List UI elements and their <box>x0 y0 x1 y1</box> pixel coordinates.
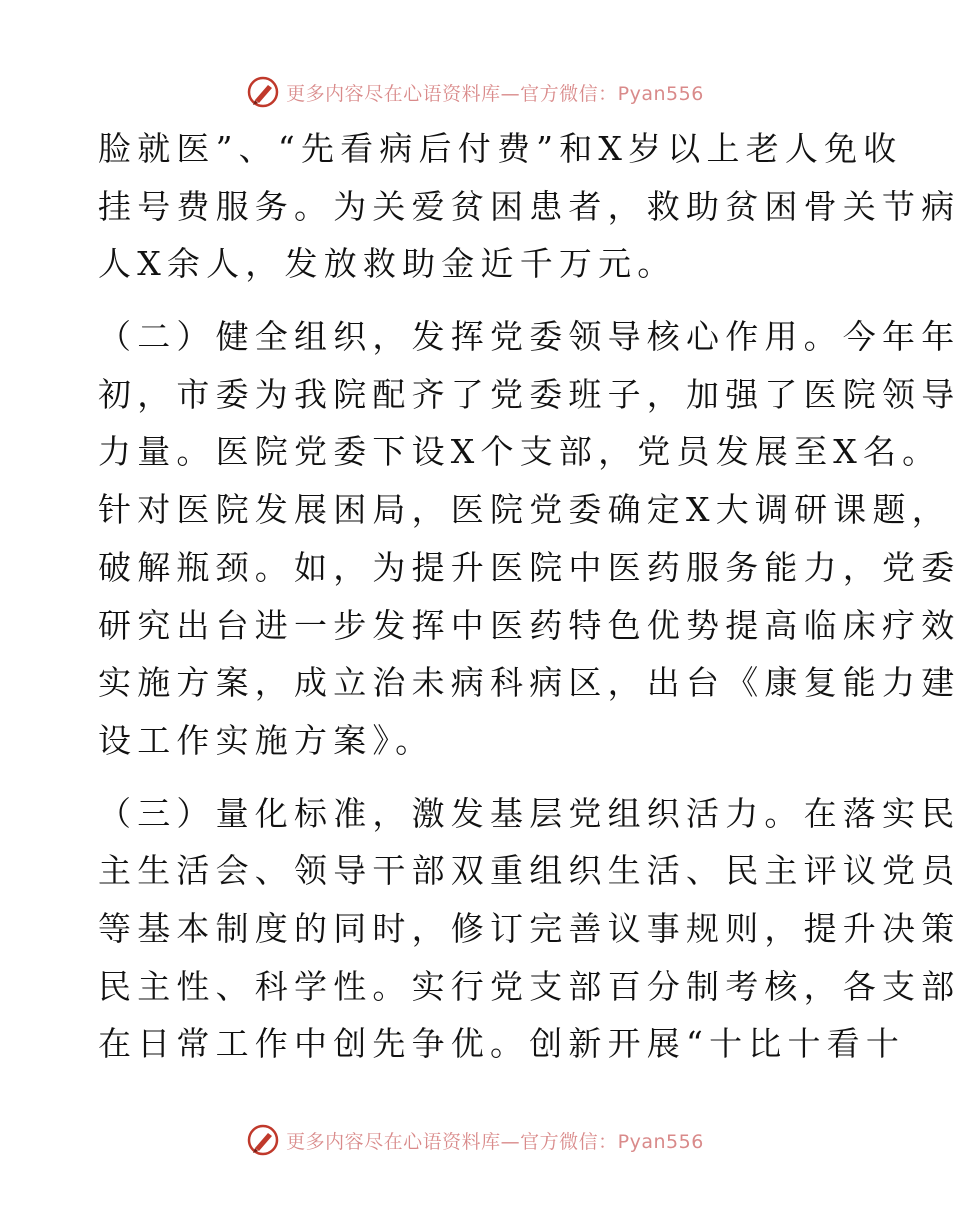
paragraph <box>98 120 960 293</box>
text-line: 破解瓶颈。如，为提升医院中医药服务能力，党委 <box>98 547 960 587</box>
watermark-text: 更多内容尽在心语资料库—官方微信：Pyan556 <box>286 82 704 105</box>
text-line: 针对医院发展困局，医院党委确定X大调研课题， <box>98 490 951 530</box>
watermark-text: 更多内容尽在心语资料库—官方微信：Pyan556 <box>286 1130 704 1153</box>
document-body <box>98 120 960 1073</box>
text-line: 等基本制度的同时，修订完善议事规则，提升决策 <box>98 908 960 948</box>
text-line: 民主性、科学性。实行党支部百分制考核，各支部 <box>98 966 960 1006</box>
text-line: 挂号费服务。为关爱贫困患者，救助贫困骨关节病 <box>98 186 960 226</box>
text-line: 力量。医院党委下设X个支部，党员发展至X名。 <box>98 432 942 472</box>
paragraph <box>98 785 960 1073</box>
paragraph <box>98 308 960 770</box>
text-line: 初，市委为我院配齐了党委班子，加强了医院领导 <box>98 374 960 414</box>
text-line: （三）量化标准，激发基层党组织活力。在落实民 <box>98 793 960 833</box>
text-line: （二）健全组织，发挥党委领导核心作用。今年年 <box>98 317 960 357</box>
pen-logo-icon <box>246 1123 280 1157</box>
text-line: 实施方案，成立治未病科病区，出台《康复能力建 <box>98 663 960 703</box>
header-watermark <box>0 72 950 112</box>
text-line: 在日常工作中创先争优。创新开展“十比十看十 <box>98 1024 906 1064</box>
text-line: 主生活会、领导干部双重组织生活、民主评议党员 <box>98 851 960 891</box>
pen-logo-icon <box>246 75 280 109</box>
text-line: 设工作实施方案》。 <box>98 720 435 760</box>
text-line: 研究出台进一步发挥中医药特色优势提高临床疗效 <box>98 605 960 645</box>
footer-watermark <box>0 1120 950 1160</box>
text-line: 人X余人，发放救助金近千万元。 <box>98 244 677 284</box>
text-line: 脸就医”、“先看病后付费”和X岁以上老人免收 <box>98 129 903 168</box>
